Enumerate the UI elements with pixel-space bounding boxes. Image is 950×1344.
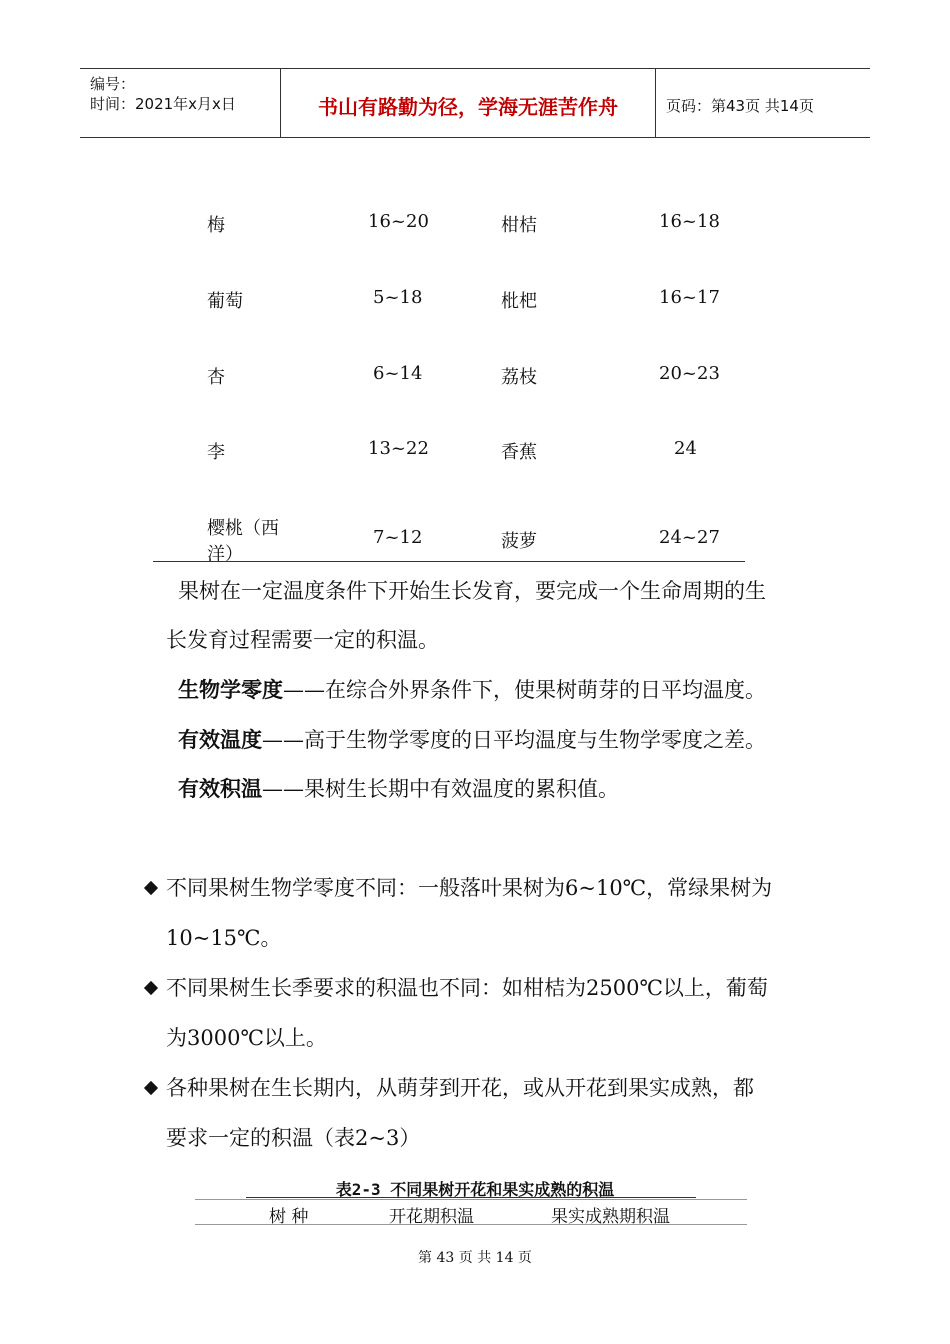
fruit-value: 16~17	[659, 287, 720, 308]
header-motto: 书山有路勤为径，学海无涯苦作舟	[318, 95, 618, 119]
column-header: 树 种	[269, 1207, 309, 1227]
bullet-line: 不同果树生长季要求的积温也不同：如柑桔为2500℃以上，葡萄	[166, 976, 768, 1000]
header-info-cell	[80, 69, 280, 137]
fruit-name: 枇杷	[501, 291, 537, 312]
paragraph-line: 长发育过程需要一定的积温。	[166, 628, 439, 652]
fruit-name: 杏	[207, 367, 225, 388]
definition-term: 有效温度	[178, 727, 262, 752]
bullet-line: 各种果树在生长期内，从萌芽到开花，或从开花到果实成熟，都	[166, 1076, 754, 1100]
bullet-line: 10~15℃。	[166, 926, 282, 950]
diamond-bullet-icon	[144, 981, 158, 995]
header-motto-cell	[280, 69, 656, 137]
header-page-number: 页码：第43页 共14页	[666, 97, 814, 115]
fruit-name: 梅	[207, 215, 225, 236]
header-number: 编号：	[90, 75, 136, 93]
column-header: 果实成熟期积温	[551, 1207, 670, 1227]
table-caption: 表2-3 不同果树开花和果实成熟的积温	[335, 1180, 615, 1199]
table-top-rule	[246, 1197, 696, 1198]
fruit-value: 24~27	[659, 527, 720, 548]
definition-term: 生物学零度	[178, 677, 283, 702]
definition-text: ——果树生长期中有效温度的累积值。	[262, 777, 619, 801]
fruit-value: 24	[674, 438, 697, 459]
fruit-name: 菠萝	[501, 531, 537, 552]
page-footer: 第 43 页 共 14 页	[418, 1250, 532, 1266]
table-top-thin-rule	[195, 1199, 747, 1200]
diamond-bullet-icon	[144, 1081, 158, 1095]
fruit-value: 16~20	[368, 211, 429, 232]
fruit-name: 荔枝	[501, 367, 537, 388]
table-bottom-rule	[153, 561, 745, 562]
fruit-name-line1: 樱桃（西	[207, 518, 279, 539]
definition-term: 有效积温	[178, 776, 262, 801]
fruit-value: 6~14	[373, 363, 423, 384]
fruit-value: 7~12	[373, 527, 423, 548]
table-header-rule	[195, 1224, 747, 1225]
definition-item	[178, 678, 766, 702]
header-page-cell	[656, 69, 870, 137]
bullet-line: 要求一定的积温（表2~3）	[166, 1126, 421, 1150]
definition-item	[178, 728, 766, 752]
fruit-value: 13~22	[368, 438, 429, 459]
definition-text: ——高于生物学零度的日平均温度与生物学零度之差。	[262, 728, 766, 752]
definition-item	[178, 777, 619, 801]
diamond-bullet-icon	[144, 881, 158, 895]
column-header: 开花期积温	[389, 1207, 474, 1227]
fruit-name: 葡萄	[207, 291, 243, 312]
bullet-line: 为3000℃以上。	[166, 1026, 327, 1050]
fruit-name: 香蕉	[501, 442, 537, 463]
page-header	[80, 68, 870, 138]
fruit-name: 李	[207, 442, 225, 463]
paragraph-line: 果树在一定温度条件下开始生长发育，要完成一个生命周期的生	[178, 579, 766, 603]
fruit-value: 5~18	[373, 287, 423, 308]
fruit-value: 16~18	[659, 211, 720, 232]
fruit-name: 柑桔	[501, 215, 537, 236]
fruit-value: 20~23	[659, 363, 720, 384]
bullet-line: 不同果树生物学零度不同：一般落叶果树为6~10℃，常绿果树为	[166, 876, 773, 900]
definition-text: ——在综合外界条件下，使果树萌芽的日平均温度。	[283, 678, 766, 702]
header-time: 时间：2021年x月x日	[90, 95, 236, 113]
fruit-name-line2: 洋）	[207, 544, 243, 565]
